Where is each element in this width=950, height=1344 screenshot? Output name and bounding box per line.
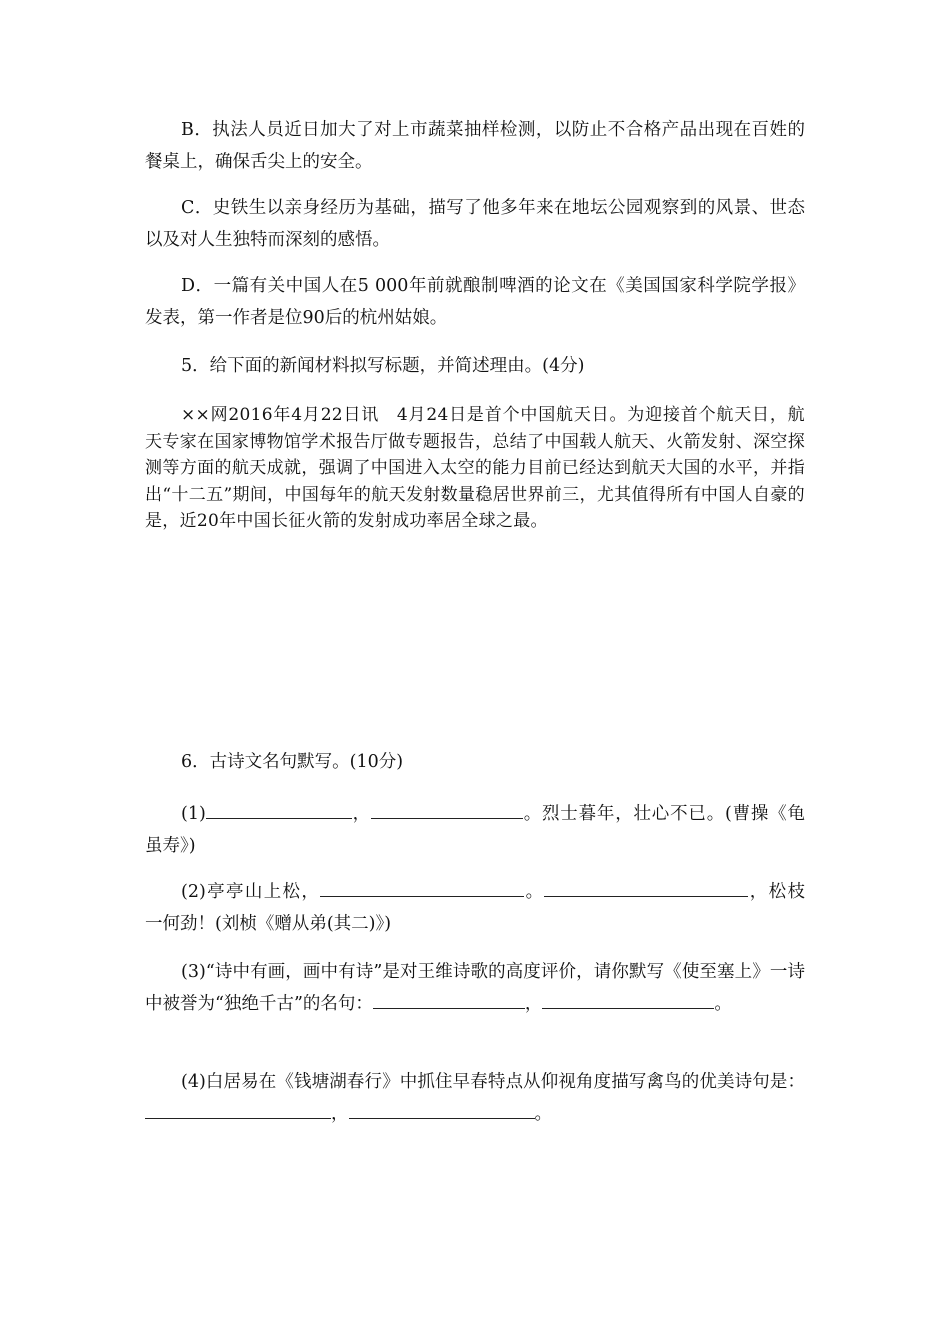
news-material: ××网2016年4月22日讯 4月24日是首个中国航天日。为迎接首个航天日，航天专家在国家博物馆学术报告厅做专题报告，总结了中国载人航天、火箭发射、深空探测等方面的航天成就，强调了中国进入太空的能力目前已经达到航天大国的水平，并指出“十二五”期间，中国每年的航天发射数量稳居世界前三，尤其值得所有中国人自豪的是，近20年中国长征火箭的发射成功率居全球之最。 [145, 405, 805, 531]
q6-item-3-end: 。 [714, 994, 732, 1014]
q6-item-1-after: 。烈士暮年，壮心不已。(曹操《龟虽寿》) [145, 804, 806, 856]
q6-item-3 [145, 956, 805, 1020]
fill-blank[interactable] [542, 988, 714, 1009]
q6-item-3-sep: ， [524, 994, 543, 1014]
fill-blank[interactable] [320, 876, 524, 897]
q6-item-1 [145, 798, 805, 862]
question-6-title: 6．古诗文名句默写。(10分) [181, 752, 404, 772]
option-d: D．一篇有关中国人在5 000年前就酿制啤酒的论文在《美国国家科学院学报》发表，第一作者是位90后的杭州姑娘。 [145, 276, 805, 328]
question-5-title: 5．给下面的新闻材料拟写标题，并简述理由。(4分) [181, 356, 585, 376]
fill-blank[interactable] [371, 798, 523, 819]
q6-item-4-end: 。 [534, 1104, 552, 1124]
q6-item-2-prefix: (2)亭亭山上松， [181, 882, 321, 902]
q6-item-1-sep: ， [351, 804, 371, 824]
q6-item-3-text: (3)“诗中有画，画中有诗”是对王维诗歌的高度评价，请你默写《使至塞上》一诗中被誉为“独绝千古”的名句： [145, 962, 805, 1014]
q6-item-4-sep: ， [331, 1104, 349, 1124]
fill-blank[interactable] [373, 988, 525, 1009]
q6-item-2-mid: 。 [524, 882, 545, 902]
q6-item-4-text: (4)白居易在《钱塘湖春行》中抓住早春特点从仰视角度描写禽鸟的优美诗句是： [181, 1072, 805, 1092]
q6-item-4 [145, 1066, 805, 1130]
q6-item-1-num: (1) [181, 804, 206, 824]
option-c: C．史铁生以亲身经历为基础，描写了他多年来在地坛公园观察到的风景、世态以及对人生独特而深刻的感悟。 [145, 198, 805, 250]
q6-item-2-after: ，松枝一何劲！(刘桢《赠从弟(其二)》) [145, 882, 806, 934]
q6-item-2 [145, 876, 805, 940]
fill-blank[interactable] [544, 876, 748, 897]
fill-blank[interactable] [206, 798, 352, 819]
option-b: B．执法人员近日加大了对上市蔬菜抽样检测，以防止不合格产品出现在百姓的餐桌上，确保舌尖上的安全。 [145, 120, 805, 172]
fill-blank[interactable] [349, 1098, 535, 1119]
fill-blank[interactable] [145, 1098, 331, 1119]
